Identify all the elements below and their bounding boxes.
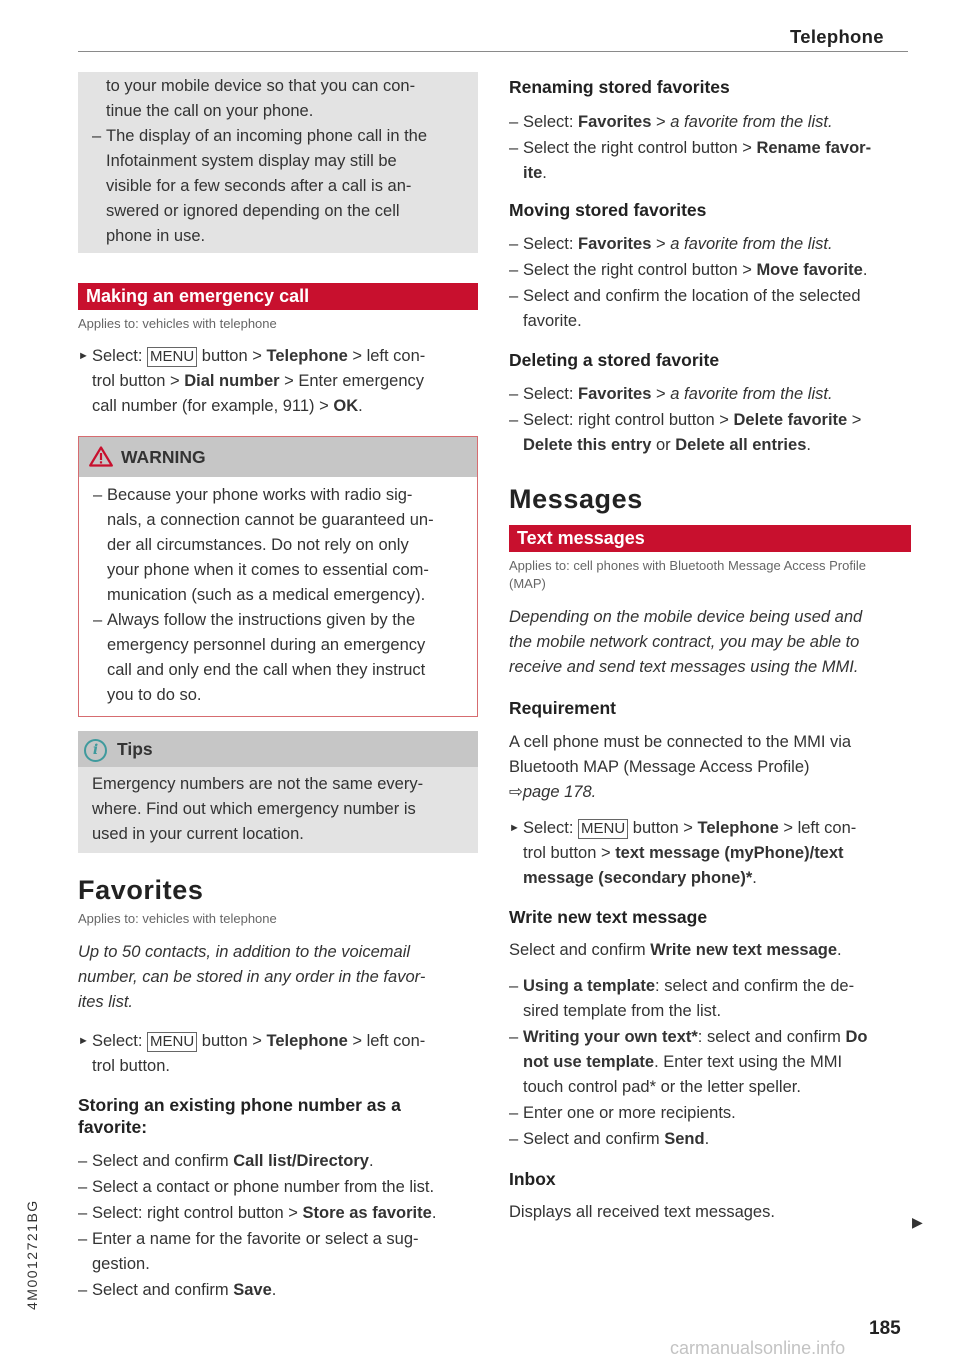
messages-intro: Depending on the mobile device being used and the mobile network contract, you may be able to receive and send text messages using the MMI. <box>509 608 863 676</box>
write-text: Select and confirm Write new text message. <box>509 941 842 959</box>
warning-triangle-icon <box>89 441 113 481</box>
header-rule <box>78 51 908 52</box>
page-number: 185 <box>869 1318 901 1339</box>
warning-item: – Because your phone works with radio sig- nals, a connection cannot be guaranteed un- der all circumstances. Do not rely on only your phone when it comes to essential com- munication (such as a medical emergency). <box>93 483 467 608</box>
storing-item: – Enter a name for the favorite or select a sug- gestion. <box>78 1227 478 1277</box>
moving-item: – Select and confirm the location of the selected favorite. <box>509 284 911 334</box>
write-item: – Using a template: select and confirm the de- sired template from the list. <box>509 974 911 1024</box>
menu-key: MENU <box>147 347 197 367</box>
tips-line: used in your current location. <box>92 825 304 843</box>
write-item: – Writing your own text*: select and confirm Do not use template. Enter text using the MMI touch control pad* or the letter speller. <box>509 1025 911 1100</box>
storing-heading: Storing an existing phone number as a favorite: <box>78 1095 401 1137</box>
note-line: visible for a few seconds after a call is an- <box>106 177 412 195</box>
continued-note-box <box>78 72 478 253</box>
storing-item: – Select: right control button > Store as favorite. <box>78 1201 478 1226</box>
menu-key: MENU <box>147 1032 197 1052</box>
note-line: swered or ignored depending on the cell <box>106 202 400 220</box>
text-messages-heading: Text messages <box>509 525 911 552</box>
tips-line: where. Find out which emergency number is <box>92 800 416 818</box>
tips-title: Tips <box>117 739 153 759</box>
write-item: – Enter one or more recipients. <box>509 1101 911 1126</box>
info-icon: i <box>84 739 107 762</box>
favorites-step: ► Select: MENU button > Telephone > left con- trol button. <box>78 1029 478 1079</box>
tips-box <box>78 731 478 853</box>
note-line: Infotainment system display may still be <box>106 152 397 170</box>
deleting-heading: Deleting a stored favorite <box>509 350 720 370</box>
document-code: 4M0012721BG <box>24 1199 40 1310</box>
write-item: – Select and confirm Send. <box>509 1127 911 1152</box>
renaming-item: – Select the right control button > Rename favor- ite. <box>509 136 911 186</box>
right-column <box>509 72 911 1225</box>
warning-item: – Always follow the instructions given by the emergency personnel during an emergency call and only end the call when they instruct you to do so. <box>93 608 467 708</box>
page-section-title: Telephone <box>790 26 884 47</box>
left-column <box>78 72 478 1303</box>
write-heading: Write new text message <box>509 907 708 927</box>
requirement-text: A cell phone must be connected to the MMI via Bluetooth MAP (Message Access Profile) ⇨page 178. <box>509 730 911 805</box>
tips-line: Emergency numbers are not the same every- <box>92 775 424 793</box>
note-item <box>92 124 466 249</box>
storing-item: – Select and confirm Save. <box>78 1278 478 1303</box>
note-line: – The display of an incoming phone call in the <box>106 127 428 145</box>
requirement-heading: Requirement <box>509 698 616 718</box>
renaming-heading: Renaming stored favorites <box>509 77 730 97</box>
renaming-item: – Select: Favorites > a favorite from the list. <box>509 110 911 135</box>
storing-list <box>78 1149 478 1303</box>
warning-header <box>79 437 477 477</box>
tips-header <box>78 731 478 767</box>
inbox-heading: Inbox <box>509 1169 556 1189</box>
note-line: tinue the call on your phone. <box>106 102 314 120</box>
messages-heading: Messages <box>509 484 643 514</box>
page-reference-link[interactable]: ⇨page 178. <box>509 783 597 801</box>
favorites-intro: Up to 50 contacts, in addition to the voicemail number, can be stored in any order in the favor- ites list. <box>78 943 426 1011</box>
moving-heading: Moving stored favorites <box>509 200 707 220</box>
deleting-item: – Select: Favorites > a favorite from the list. <box>509 382 911 407</box>
note-line: phone in use. <box>106 227 206 245</box>
inbox-text: Displays all received text messages. <box>509 1203 775 1221</box>
deleting-item: – Select: right control button > Delete favorite > Delete this entry or Delete all entries. <box>509 408 911 458</box>
favorites-applies: Applies to: vehicles with telephone <box>78 911 277 926</box>
note-line: to your mobile device so that you can con- <box>106 77 416 95</box>
warning-title: WARNING <box>121 447 206 467</box>
emergency-step: ► Select: MENU button > Telephone > left con- trol button > Dial number > Enter emergency call number (for example, 911) > OK. <box>78 344 478 419</box>
moving-item: – Select the right control button > Move favorite. <box>509 258 911 283</box>
storing-item: – Select a contact or phone number from the list. <box>78 1175 478 1200</box>
emergency-heading: Making an emergency call <box>78 283 478 310</box>
watermark: carmanualsonline.info <box>670 1338 846 1358</box>
continue-arrow-icon: ▶ <box>912 1214 923 1230</box>
emergency-applies: Applies to: vehicles with telephone <box>78 316 277 331</box>
menu-key: MENU <box>578 819 628 839</box>
messages-step: ► Select: MENU button > Telephone > left con- trol button > text message (myPhone)/text message (secondary phone)*. <box>509 816 911 891</box>
warning-box <box>78 436 478 717</box>
favorites-heading: Favorites <box>78 875 204 905</box>
moving-item: – Select: Favorites > a favorite from the list. <box>509 232 911 257</box>
messages-applies: Applies to: cell phones with Bluetooth Message Access Profile (MAP) <box>509 558 866 591</box>
storing-item: – Select and confirm Call list/Directory. <box>78 1149 478 1174</box>
